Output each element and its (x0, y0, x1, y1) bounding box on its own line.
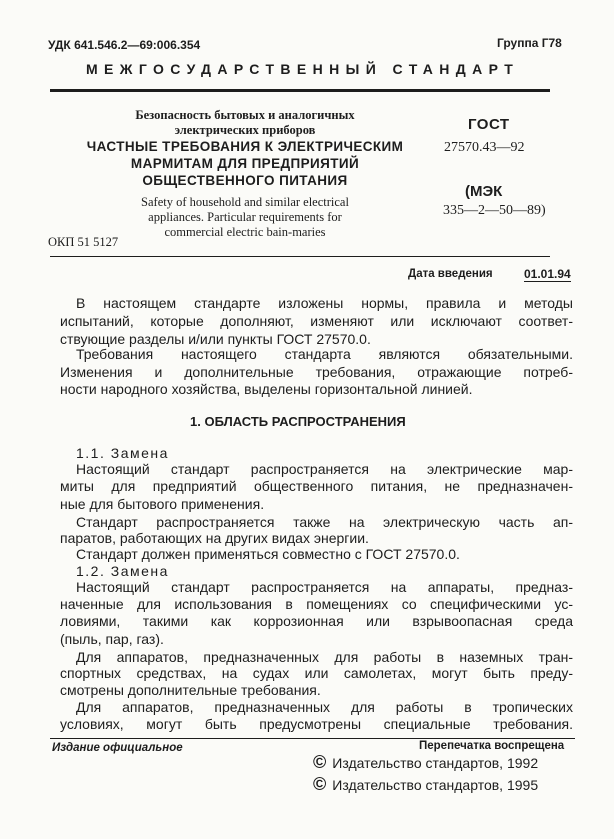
group-code: Группа Г78 (497, 36, 562, 50)
text-line: Изменения и дополнительные требования, отражающие потреб- (60, 364, 573, 380)
text-line: В настоящем стандарте изложены нормы, правила и методы (76, 295, 573, 311)
text-line: ловиями, такими как коррозионная или взрывоопасная среда (60, 613, 573, 629)
text-line: ности народного хозяйства, выделены горизонтальной линией. (60, 381, 473, 397)
text-line: ствующие разделы и/или пункты ГОСТ 27570.0. (60, 331, 371, 347)
copyright-icon: © (313, 774, 327, 794)
copyright-icon: © (313, 752, 327, 772)
standard-title (50, 138, 440, 189)
text-line: миты для предприятий общественного питания, не предназначен- (60, 478, 573, 494)
official-edition-note: Издание официальное (52, 742, 183, 754)
english-title-line: Safety of household and similar electrical (141, 195, 349, 209)
interstate-standard-banner: МЕЖГОСУДАРСТВЕННЫЙ СТАНДАРТ (86, 61, 520, 77)
footer-rule (50, 738, 575, 739)
text-line: условиях, могут быть предусмотрены специальные требования. (60, 716, 573, 732)
copyright-text: Издательство стандартов, 1992 (332, 755, 539, 771)
english-title-line: appliances. Particular requirements for (148, 210, 342, 224)
intro-date-value: 01.01.94 (524, 267, 571, 281)
udk-code: УДК 641.546.2—69:006.354 (48, 38, 201, 52)
gost-label: ГОСТ (468, 116, 510, 133)
gost-number: 27570.43—92 (444, 140, 525, 155)
english-title-line: commercial electric bain-maries (164, 225, 326, 239)
text-line: Стандарт распространяется также на электрическую часть ап- (76, 514, 573, 530)
english-title (50, 195, 440, 240)
clause-label: 1.1. Замена (76, 445, 169, 461)
text-line: ные для бытового применения. (60, 496, 265, 512)
copyright-line (313, 774, 538, 795)
title-line: ОБЩЕСТВЕННОГО ПИТАНИЯ (142, 173, 348, 188)
title-line: ЧАСТНЫЕ ТРЕБОВАНИЯ К ЭЛЕКТРИЧЕСКИМ (86, 139, 404, 154)
section-heading: 1. ОБЛАСТЬ РАСПРОСТРАНЕНИЯ (190, 414, 406, 429)
title-block-rule (50, 256, 550, 257)
text-line: смотрены дополнительные требования. (60, 682, 321, 698)
text-line: Для аппаратов, предназначенных для работы в тропических (76, 699, 573, 715)
topic-line: Безопасность бытовых и аналогичных (135, 108, 355, 122)
copyright-line (313, 752, 538, 773)
text-line: Для аппаратов, предназначенных для работы в наземных тран- (76, 649, 573, 665)
text-line: спортных средствах, на судах или самолетах, могут быть преду- (60, 665, 573, 681)
text-line: испытаний, которые дополняют, изменяют или исключают соответ- (60, 313, 573, 329)
title-line: МАРМИТАМ ДЛЯ ПРЕДПРИЯТИЙ (130, 156, 360, 171)
standard-topic (50, 108, 440, 138)
text-line: Настоящий стандарт распространяется на аппараты, предназ- (76, 579, 573, 595)
iec-label: (МЭК (465, 183, 503, 200)
text-line: (пыль, пар, газ). (60, 631, 164, 647)
intro-date-label: Дата введения (408, 268, 493, 280)
copyright-text: Издательство стандартов, 1995 (332, 777, 539, 793)
text-line: паратов, работающих на других видах энергии. (60, 530, 369, 546)
text-line: наченные для использования в помещениях со специфическими ус- (60, 596, 573, 612)
clause-label: 1.2. Замена (76, 563, 169, 579)
iec-number: 335—2—50—89) (443, 203, 546, 218)
text-line: Стандарт должен применяться совместно с ГОСТ 27570.0. (76, 546, 460, 562)
text-line: Требования настоящего стандарта являются обязательными. (76, 346, 573, 362)
header-rule (50, 89, 550, 92)
okp-code: ОКП 51 5127 (48, 235, 119, 249)
reprint-prohibited-note: Перепечатка воспрещена (419, 740, 565, 752)
topic-line: электрических приборов (174, 123, 316, 137)
text-line: Настоящий стандарт распространяется на электрические мар- (76, 461, 573, 477)
